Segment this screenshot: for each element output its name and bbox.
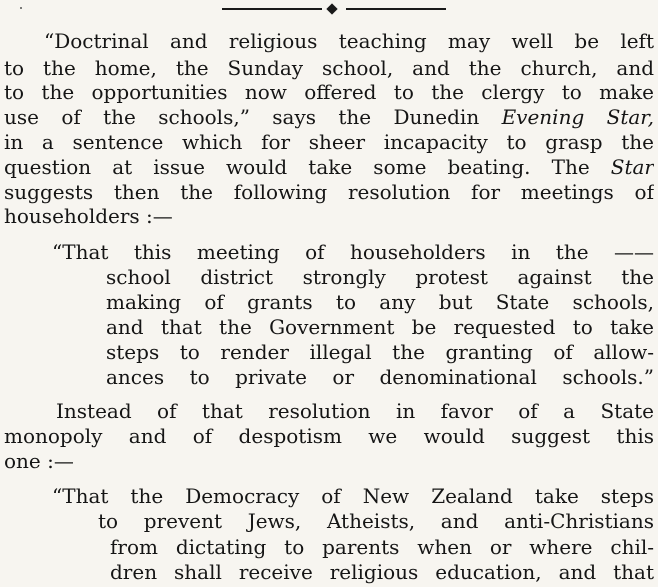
newspaper-title-italic: Star — [610, 155, 654, 179]
divider-bar-left — [222, 8, 322, 10]
section-divider — [222, 4, 446, 14]
text-line: school district strongly protest against the — [106, 265, 654, 289]
text-line — [4, 155, 654, 179]
text-line: making of grants to any but State schools, — [106, 290, 654, 314]
text-segment: question at issue would take some beating. The — [4, 155, 611, 179]
text-segment: use of the schools,” says the Dunedin — [4, 105, 502, 129]
text-line: “That this meeting of householders in the —— — [52, 240, 654, 264]
text-line: to the opportunities now offered to the clergy to make — [4, 80, 654, 104]
text-line: householders :— — [4, 204, 173, 228]
divider-diamond-ornament — [326, 3, 337, 14]
text-line: from dictating to parents when or where chil- — [110, 535, 654, 559]
text-line: to the home, the Sunday school, and the church, and — [4, 56, 654, 80]
newspaper-title-italic: Evening Star, — [501, 105, 654, 129]
divider-bar-right — [346, 8, 446, 10]
text-line: Instead of that resolution in favor of a State — [56, 399, 654, 423]
text-line: in a sentence which for sheer incapacity to grasp the — [4, 130, 654, 154]
text-line: and that the Government be requested to take — [106, 315, 654, 339]
text-line: dren shall receive religious education, and that — [110, 560, 654, 584]
text-line: “Doctrinal and religious teaching may well be left — [44, 29, 654, 53]
text-line: ances to private or denominational schools.” — [106, 365, 654, 389]
text-line — [4, 105, 654, 129]
text-line: suggests then the following resolution for meetings of — [4, 180, 654, 204]
text-line: “That the Democracy of New Zealand take steps — [52, 484, 654, 508]
print-speck — [20, 7, 22, 9]
text-line: one :— — [4, 449, 74, 473]
text-line: steps to render illegal the granting of allow- — [106, 340, 654, 364]
text-line: to prevent Jews, Atheists, and anti-Christians — [98, 509, 654, 533]
text-line: monopoly and of despotism we would suggest this — [4, 424, 654, 448]
